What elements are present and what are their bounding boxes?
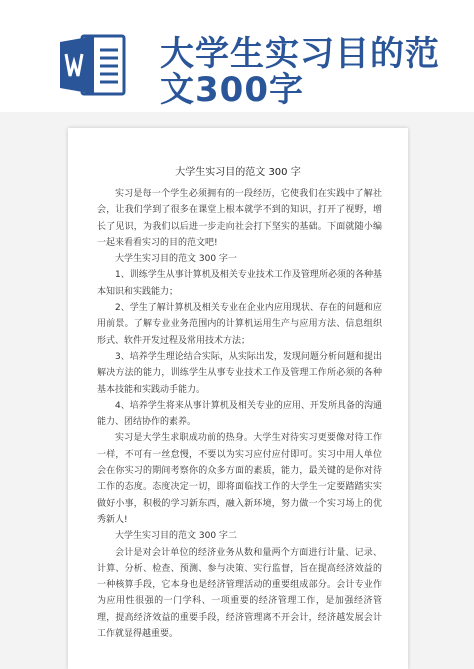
- section-heading-2: 大学生实习目的范文 300 字二: [115, 531, 237, 542]
- list-item: 3、培养学生理论结合实际，从实际出发，发现问题分析问题和提出解决方法的能力，训练学生从事专业技术工作及管理工作所必须的各种基本技能和实践动手能力。: [97, 351, 382, 395]
- page-title-line2: 文300字: [160, 70, 304, 110]
- list-item: 1、训练学生从事计算机及相关专业技术工作及管理所必须的各种基本知识和实践能力；: [97, 270, 382, 297]
- list-item: 2、学生了解计算机及相关专业在企业内应用现状、存在的问题和应用前景。了解专业业务范围内的计算机运用生产与应用方法、信息组织形式、软件开发过程及常用技术方法；: [97, 303, 382, 346]
- paragraph: 实习是大学生求职成功前的热身。大学生对待实习更要像对待工作一样，不可有一丝怠慢，不要以为实习应付应付即可。实习中用人单位会在你实习的期间考察你的众多方面的素质，能力，最关键的是你对待工作的态度。态度决定一切，即将面临找工作的大学生一定要踏踏实实做好小事，积极的学习新东西，融入新环境，努力做一个实习场上的优秀新人!: [97, 433, 382, 525]
- document-body: [97, 186, 382, 642]
- word-document-icon: [60, 34, 126, 96]
- document-page: [68, 128, 408, 669]
- header: [0, 0, 474, 112]
- section-heading-1: 大学生实习目的范文 300 字一: [115, 254, 237, 265]
- paragraph-intro: 实习是每一个学生必须拥有的一段经历，它使我们在实践中了解社会，让我们学到了很多在课堂上根本就学不到的知识，打开了视野，增长了见识，为我们以后进一步走向社会打下坚实的基础。下面就随小编一起来看看实习的目的范文吧!: [97, 189, 382, 248]
- paragraph: 会计是对会计单位的经济业务从数和量两个方面进行计量、记录、计算、分析、检查、预测、参与决策、实行监督，旨在提高经济效益的一种核算手段，它本身也是经济管理活动的重要组成部分。会计专业作为应用性很强的一门学科、一项重要的经济管理工作，是加强经济管理，提高经济效益的重要手段，经济管理离不开会计，经济越发展会计工作就显得越重要。: [97, 547, 382, 640]
- list-item: 4、培养学生将来从事计算机及相关专业的应用、开发所具备的沟通能力、团结协作的素养。: [97, 400, 382, 428]
- document-title: 大学生实习目的范文 300 字: [175, 167, 301, 178]
- page-title-line1: 大学生实习目的范: [160, 34, 440, 74]
